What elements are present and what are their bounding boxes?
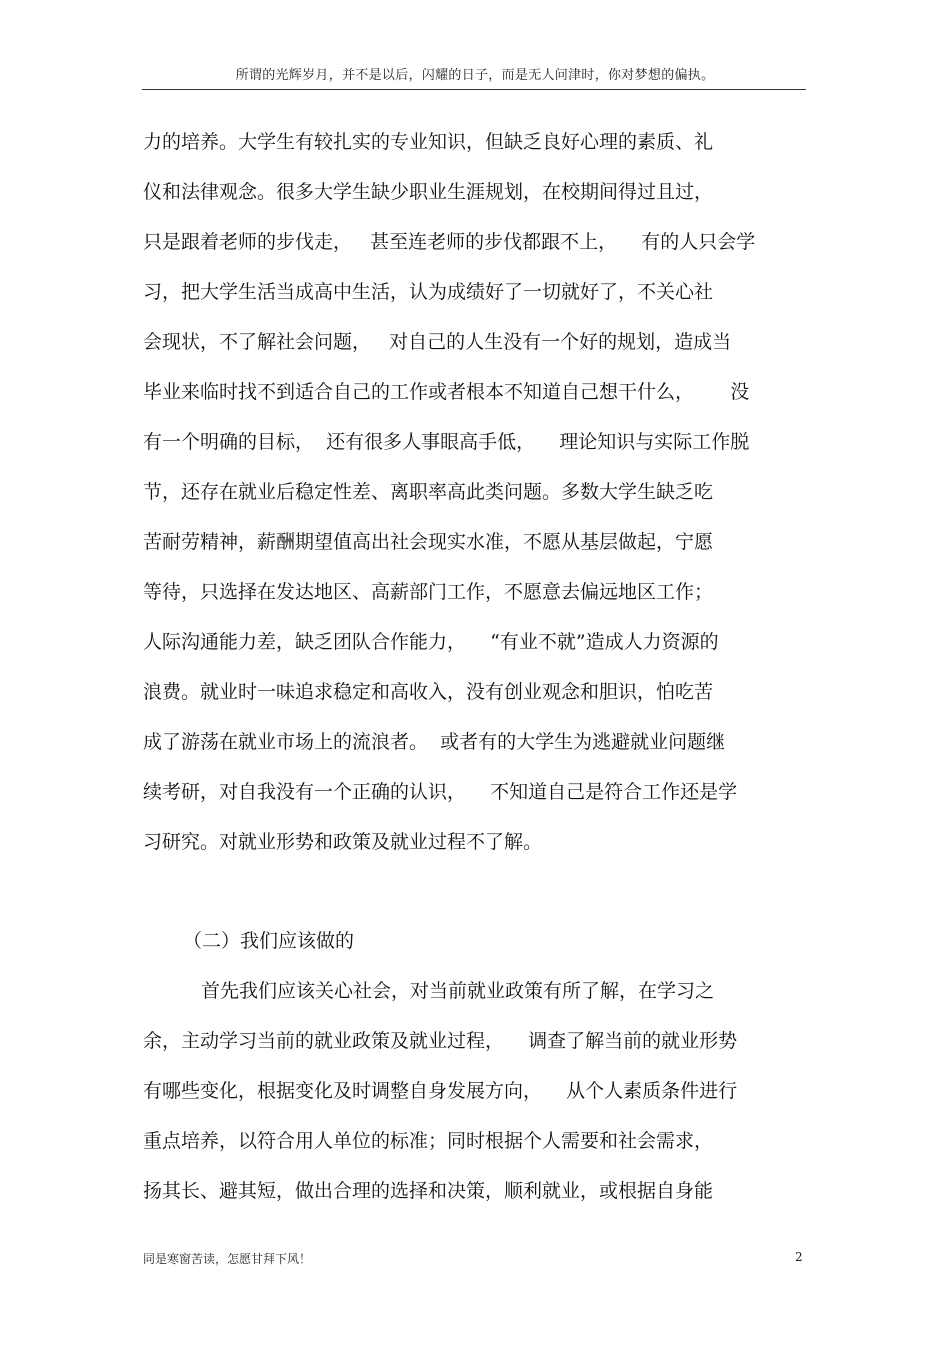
header-divider bbox=[142, 89, 806, 90]
body-line: 习研究。对就业形势和政策及就业过程不了解。 bbox=[143, 831, 543, 853]
header-motto: 所谓的光辉岁月，并不是以后，闪耀的日子，而是无人问津时，你对梦想的偏执。 bbox=[235, 68, 715, 83]
body-line: 习，把大学生活当成高中生活，认为成绩好了一切就好了，不关心社 bbox=[143, 281, 714, 303]
body-line: 续考研，对自我没有一个正确的认识， 不知道自己是符合工作还是学 bbox=[143, 781, 738, 803]
body-line: 只是跟着老师的步伐走， 甚至连老师的步伐都跟不上， 有的人只会学 bbox=[143, 231, 756, 253]
body-line: 有一个明确的目标， 还有很多人事眼高手低， 理论知识与实际工作脱 bbox=[143, 431, 750, 453]
body-line: 节，还存在就业后稳定性差、离职率高此类问题。多数大学生缺乏吃 bbox=[143, 481, 714, 503]
body-line: 等待，只选择在发达地区、高薪部门工作，不愿意去偏远地区工作； bbox=[143, 581, 714, 603]
body-line: 毕业来临时找不到适合自己的工作或者根本不知道自己想干什么， 没 bbox=[143, 381, 750, 403]
body-line: 仪和法律观念。很多大学生缺少职业生涯规划，在校期间得过且过， bbox=[143, 181, 714, 203]
body-line: 人际沟通能力差，缺乏团队合作能力， “有业不就”造成人力资源的 bbox=[143, 631, 719, 653]
section-line: 扬其长、避其短，做出合理的选择和决策，顺利就业，或根据自身能 bbox=[143, 1180, 714, 1202]
page-number: 2 bbox=[795, 1250, 803, 1264]
body-line: 苦耐劳精神，薪酬期望值高出社会现实水准，不愿从基层做起，宁愿 bbox=[143, 531, 714, 553]
section-line: 有哪些变化，根据变化及时调整自身发展方向， 从个人素质条件进行 bbox=[143, 1080, 738, 1102]
body-line: 浪费。就业时一味追求稳定和高收入，没有创业观念和胆识，怕吃苦 bbox=[143, 681, 714, 703]
section-line: 余，主动学习当前的就业政策及就业过程， 调查了解当前的就业形势 bbox=[143, 1030, 738, 1052]
section-heading: （二）我们应该做的 bbox=[183, 930, 355, 952]
body-line: 力的培养。大学生有较扎实的专业知识，但缺乏良好心理的素质、礼 bbox=[143, 131, 714, 153]
section-line: 首先我们应该关心社会，对当前就业政策有所了解，在学习之 bbox=[201, 980, 715, 1002]
body-line: 会现状，不了解社会问题， 对自己的人生没有一个好的规划，造成当 bbox=[143, 331, 732, 353]
footer-motto: 同是寒窗苦读，怎愿甘拜下风！ bbox=[143, 1252, 312, 1266]
section-line: 重点培养，以符合用人单位的标准；同时根据个人需要和社会需求， bbox=[143, 1130, 714, 1152]
body-line: 成了游荡在就业市场上的流浪者。 或者有的大学生为逃避就业问题继 bbox=[143, 731, 726, 753]
